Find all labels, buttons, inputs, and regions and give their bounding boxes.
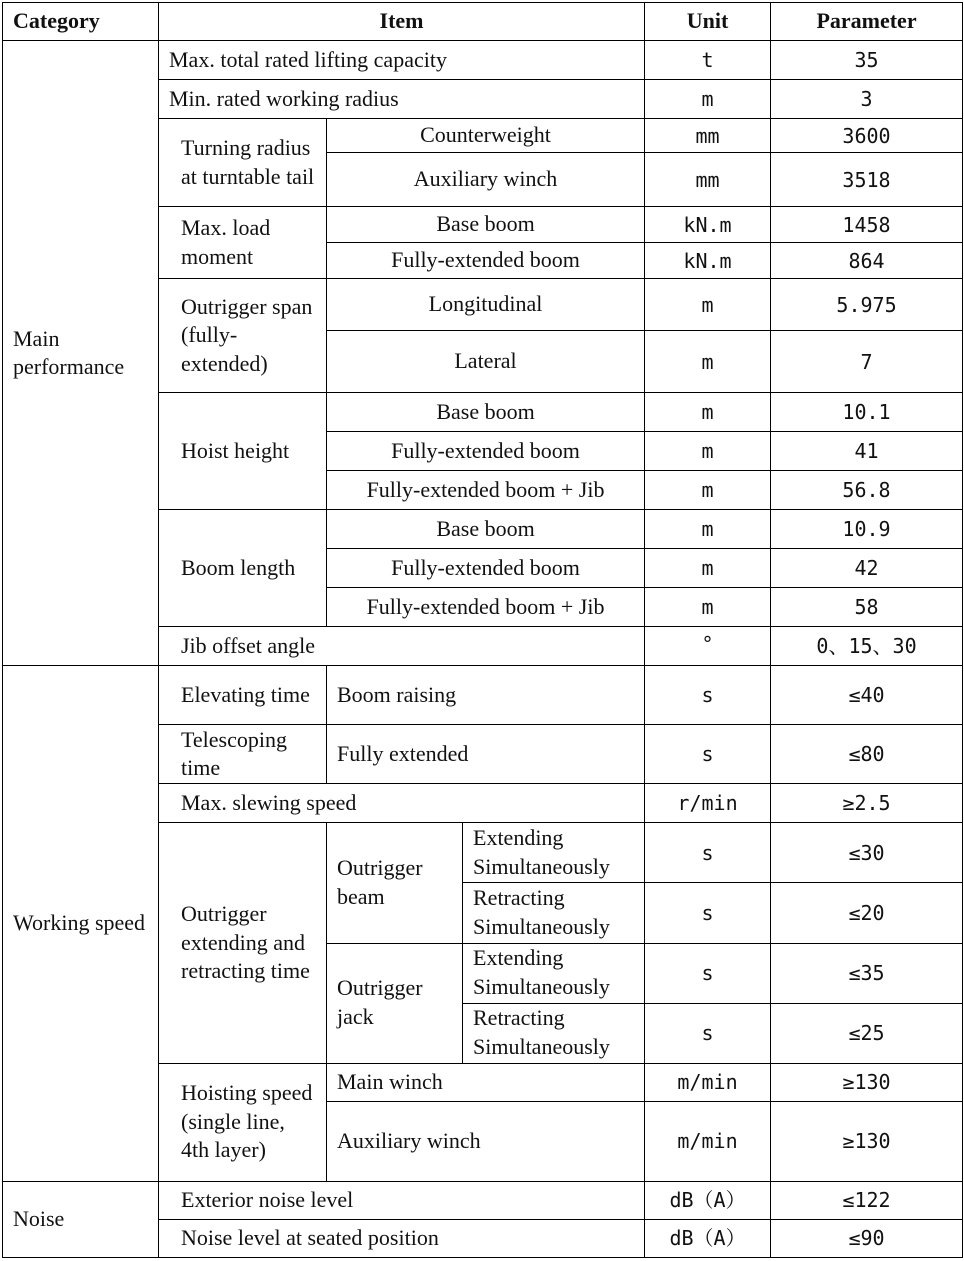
parameter-cell: ≤35 (771, 943, 963, 1003)
parameter-cell: 3600 (771, 119, 963, 153)
item-cell: Counterweight (327, 119, 645, 153)
category-main-performance: Main performance (3, 41, 159, 666)
unit-cell: dB（A） (645, 1181, 771, 1219)
item-cell: Noise level at seated position (159, 1219, 645, 1257)
group-hoisting-speed: Hoisting speed (single line, 4th layer) (159, 1063, 327, 1181)
group-outrigger-jack: Outrigger jack (327, 943, 463, 1063)
group-load-moment: Max. load moment (159, 207, 327, 279)
group-turning-radius: Turning radius at turntable tail (159, 119, 327, 207)
table-row (3, 41, 963, 80)
unit-cell: s (645, 943, 771, 1003)
parameter-cell: ≤122 (771, 1181, 963, 1219)
parameter-cell: ≥130 (771, 1101, 963, 1181)
item-cell: Fully-extended boom (327, 243, 645, 279)
unit-cell: s (645, 725, 771, 784)
parameter-cell: 3518 (771, 153, 963, 207)
group-telescoping-time: Telescoping time (159, 725, 327, 784)
unit-cell: m (645, 331, 771, 393)
header-row (3, 3, 963, 41)
parameter-cell: ≤90 (771, 1219, 963, 1257)
parameter-cell: ≥2.5 (771, 784, 963, 823)
parameter-cell: 1458 (771, 207, 963, 243)
group-outrigger-beam: Outrigger beam (327, 823, 463, 943)
unit-cell: dB（A） (645, 1219, 771, 1257)
table-row (3, 666, 963, 725)
unit-cell: kN.m (645, 243, 771, 279)
item-cell: Jib offset angle (159, 627, 645, 666)
category-working-speed: Working speed (3, 666, 159, 1181)
unit-cell: m (645, 549, 771, 588)
table-row (3, 1181, 963, 1219)
unit-cell: m/min (645, 1101, 771, 1181)
unit-cell: mm (645, 153, 771, 207)
parameter-cell: 42 (771, 549, 963, 588)
item-cell: Extending Simultaneously (463, 823, 645, 883)
item-cell: Base boom (327, 207, 645, 243)
group-outrigger-time: Outrigger extending and retracting time (159, 823, 327, 1063)
unit-cell: m (645, 393, 771, 432)
category-noise: Noise (3, 1181, 159, 1257)
parameter-cell: 41 (771, 432, 963, 471)
parameter-cell: 5.975 (771, 279, 963, 331)
parameter-cell: 0、15、30 (771, 627, 963, 666)
item-cell: Auxiliary winch (327, 153, 645, 207)
unit-cell: r/min (645, 784, 771, 823)
parameter-cell: 7 (771, 331, 963, 393)
header-unit: Unit (645, 3, 771, 41)
item-cell: Extending Simultaneously (463, 943, 645, 1003)
parameter-cell: ≤40 (771, 666, 963, 725)
unit-cell: m (645, 588, 771, 627)
item-cell: Auxiliary winch (327, 1101, 645, 1181)
unit-cell: m (645, 80, 771, 119)
parameter-cell: 10.9 (771, 510, 963, 549)
group-elevating-time: Elevating time (159, 666, 327, 725)
parameter-cell: 864 (771, 243, 963, 279)
parameter-cell: ≤25 (771, 1003, 963, 1063)
unit-cell: ° (645, 627, 771, 666)
unit-cell: s (645, 883, 771, 943)
item-cell: Retracting Simultaneously (463, 1003, 645, 1063)
spec-table (2, 2, 963, 1258)
item-cell: Main winch (327, 1063, 645, 1101)
item-cell: Longitudinal (327, 279, 645, 331)
item-cell: Fully extended (327, 725, 645, 784)
unit-cell: m (645, 432, 771, 471)
header-item: Item (159, 3, 645, 41)
group-hoist-height: Hoist height (159, 393, 327, 510)
parameter-cell: 10.1 (771, 393, 963, 432)
parameter-cell: ≤20 (771, 883, 963, 943)
unit-cell: s (645, 1003, 771, 1063)
item-cell: Fully-extended boom (327, 432, 645, 471)
unit-cell: m (645, 510, 771, 549)
item-cell: Lateral (327, 331, 645, 393)
item-cell: Boom raising (327, 666, 645, 725)
item-cell: Exterior noise level (159, 1181, 645, 1219)
group-outrigger-span: Outrigger span (fully-extended) (159, 279, 327, 393)
item-cell: Min. rated working radius (159, 80, 645, 119)
item-cell: Fully-extended boom (327, 549, 645, 588)
header-parameter: Parameter (771, 3, 963, 41)
unit-cell: t (645, 41, 771, 80)
unit-cell: mm (645, 119, 771, 153)
unit-cell: s (645, 666, 771, 725)
group-boom-length: Boom length (159, 510, 327, 627)
parameter-cell: ≥130 (771, 1063, 963, 1101)
unit-cell: m (645, 471, 771, 510)
parameter-cell: ≤80 (771, 725, 963, 784)
item-cell: Fully-extended boom + Jib (327, 588, 645, 627)
unit-cell: m (645, 279, 771, 331)
parameter-cell: 35 (771, 41, 963, 80)
item-cell: Base boom (327, 510, 645, 549)
parameter-cell: ≤30 (771, 823, 963, 883)
parameter-cell: 58 (771, 588, 963, 627)
item-cell: Retracting Simultaneously (463, 883, 645, 943)
item-cell: Max. slewing speed (159, 784, 645, 823)
item-cell: Max. total rated lifting capacity (159, 41, 645, 80)
unit-cell: m/min (645, 1063, 771, 1101)
item-cell: Base boom (327, 393, 645, 432)
header-category: Category (3, 3, 159, 41)
unit-cell: kN.m (645, 207, 771, 243)
item-cell: Fully-extended boom + Jib (327, 471, 645, 510)
parameter-cell: 3 (771, 80, 963, 119)
unit-cell: s (645, 823, 771, 883)
parameter-cell: 56.8 (771, 471, 963, 510)
